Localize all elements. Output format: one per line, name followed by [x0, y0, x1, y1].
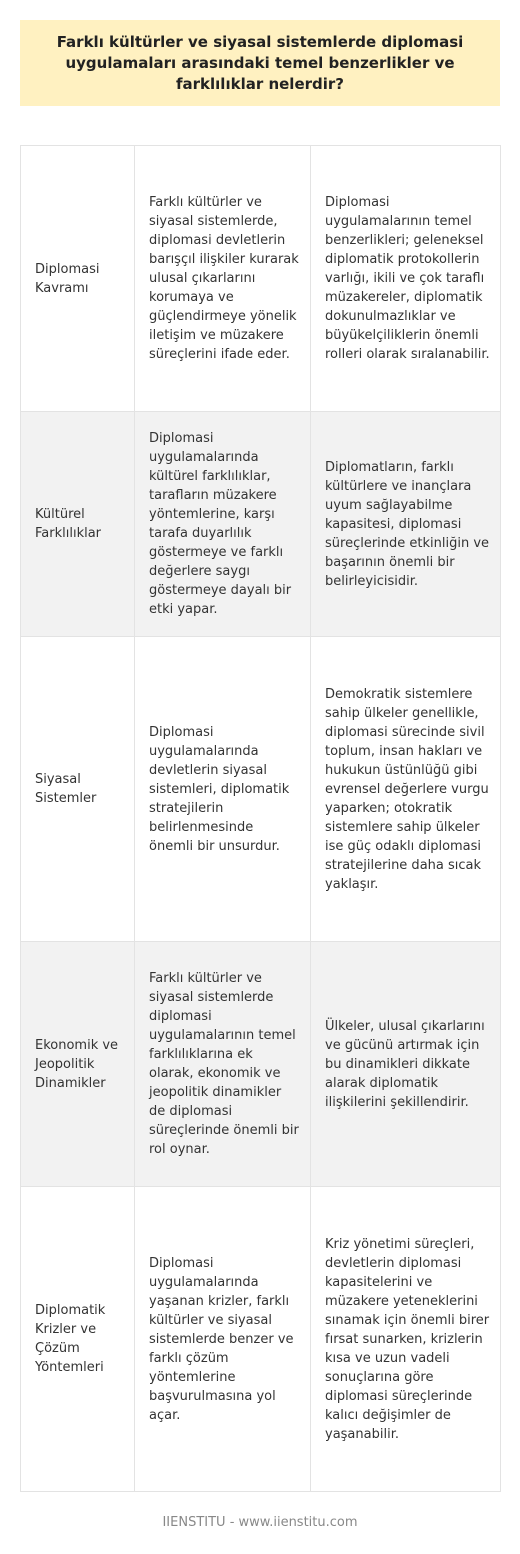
topic-cell: Siyasal Sistemler: [21, 637, 135, 942]
description-cell: Diplomasi uygulamalarında kültürel farklılıklar, tarafların müzakere yöntemlerine, karşı tarafa duyarlılık göstermeye ve farklı değerlere saygı göstermeye dayalı bir etki yapar.: [135, 412, 311, 637]
comparison-table: [20, 145, 501, 1492]
detail-cell: Demokratik sistemlere sahip ülkeler genellikle, diplomasi sürecinde sivil toplum, insan hakları ve hukukun üstünlüğü gibi evrensel değerlere vurgu yaparken; otokratik sistemlere sahip ülkeler ise güç odaklı diplomasi stratejilerine daha sıcak yaklaşır.: [311, 637, 501, 942]
topic-cell: Diplomatik Krizler ve Çözüm Yöntemleri: [21, 1187, 135, 1492]
topic-cell: Diplomasi Kavramı: [21, 146, 135, 412]
detail-cell: Kriz yönetimi süreçleri, devletlerin diplomasi kapasitelerini ve müzakere yeteneklerini sınamak için önemli birer fırsat sunarken, krizlerin kısa ve uzun vadeli sonuçlarına göre diplomasi süreçlerinde kalıcı değişimler de yaşanabilir.: [311, 1187, 501, 1492]
description-cell: Farklı kültürler ve siyasal sistemlerde diplomasi uygulamalarının temel farklılıklarına ek olarak, ekonomik ve jeopolitik dinamikler de diplomasi süreçlerinde önemli bir rol oynar.: [135, 942, 311, 1187]
description-cell: Diplomasi uygulamalarında devletlerin siyasal sistemleri, diplomatik stratejilerin belirlenmesinde önemli bir unsurdur.: [135, 637, 311, 942]
table-row: [21, 637, 501, 942]
detail-cell: Ülkeler, ulusal çıkarlarını ve gücünü artırmak için bu dinamikleri dikkate alarak diplomatik ilişkilerini şekillendirir.: [311, 942, 501, 1187]
footer-credit: IIENSTITU - www.iienstitu.com: [162, 1515, 358, 1530]
detail-cell: Diplomasi uygulamalarının temel benzerlikleri; geleneksel diplomatik protokollerin varlığı, ikili ve çok taraflı müzakereler, diplomatik dokunulmazlıklar ve büyükelçiliklerin önemli rolleri olarak sıralanabilir.: [311, 146, 501, 412]
table-row: [21, 942, 501, 1187]
description-cell: Farklı kültürler ve siyasal sistemlerde, diplomasi devletlerin barışçıl ilişkiler kurarak ulusal çıkarlarını korumaya ve güçlendirmeye yönelik iletişim ve müzakere süreçlerini ifade eder.: [135, 146, 311, 412]
table-row: [21, 1187, 501, 1492]
topic-cell: Ekonomik ve Jeopolitik Dinamikler: [21, 942, 135, 1187]
description-cell: Diplomasi uygulamalarında yaşanan krizler, farklı kültürler ve siyasal sistemlerde benzer ve farklı çözüm yöntemlerine başvurulmasına yol açar.: [135, 1187, 311, 1492]
table-row: [21, 412, 501, 637]
page-title: Farklı kültürler ve siyasal sistemlerde diplomasi uygulamaları arasındaki temel benzerlikler ve farklılıklar nelerdir?: [20, 20, 500, 106]
table-row: [21, 146, 501, 412]
detail-cell: Diplomatların, farklı kültürlere ve inançlara uyum sağlayabilme kapasitesi, diplomasi süreçlerinde etkinliğin ve başarının önemli bir belirleyicisidir.: [311, 412, 501, 637]
topic-cell: Kültürel Farklılıklar: [21, 412, 135, 637]
